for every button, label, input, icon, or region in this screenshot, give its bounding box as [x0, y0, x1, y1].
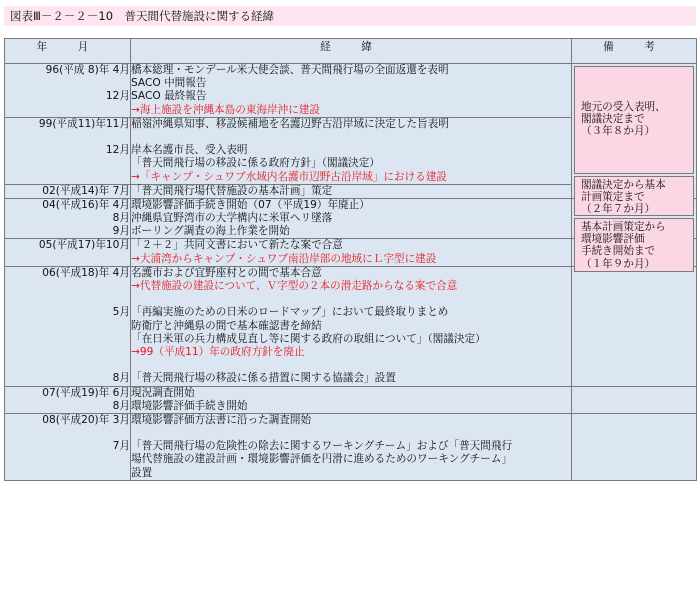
event-text: 稲嶺沖縄県知事、移設候補地を名護辺野古沿岸域に決定した旨表明 [131, 117, 449, 130]
remark-text: 閣議決定から基本 [581, 179, 666, 191]
date-text: 8月 [112, 212, 130, 225]
remark-box [574, 218, 694, 272]
remark-text: 閣議決定まで [581, 113, 645, 126]
event-text: 「普天間飛行場の移設に係る措置に関する協議会」設置 [131, 372, 396, 385]
event-text: 「普天間飛行場の危険性の除去に関するワーキングチーム」および「普天間飛行 [131, 440, 513, 453]
event-result-text: →海上施設を沖縄本島の東海岸沖に建設 [131, 103, 320, 116]
event-text: 環境影響評価手続き開始（07（平成19）年廃止） [131, 198, 370, 211]
date-text: 8月 [112, 372, 130, 385]
event-text: 岸本名護市長、受入表明 [131, 144, 248, 157]
event-text [131, 427, 571, 440]
remark-text: 計画策定まで [581, 191, 645, 204]
date-text: 5月 [112, 306, 130, 319]
event-cell [131, 266, 572, 386]
event-text: 名護市および宜野座村との間で基本合意 [131, 266, 322, 279]
date-text: 07(平成19)年 6月 [42, 386, 130, 399]
date-text: 9月 [112, 225, 130, 238]
event-cell [131, 239, 572, 266]
date-cell [5, 413, 131, 480]
event-text: SACO 最終報告 [131, 90, 207, 103]
event-text: 環境影響評価方法書に沿った調査開始 [131, 413, 312, 426]
event-text: 「普天間飛行場代替施設の基本計画」策定 [131, 184, 333, 197]
event-text: ボーリング調査の海上作業を開始 [131, 225, 290, 238]
date-text: 06(平成18)年 4月 [42, 266, 130, 279]
event-text: 環境影響評価手続き開始 [131, 399, 248, 412]
event-text: 設置 [131, 466, 153, 479]
event-result-text: →大浦湾からキャンプ・シュワブ南沿岸部の地域にＬ字型に建設 [131, 252, 437, 265]
remark-cell [572, 413, 697, 480]
remark-text: （１年９か月） [581, 257, 656, 270]
remark-text: 基本計画策定から [581, 221, 666, 233]
event-cell [131, 413, 572, 480]
table-row [5, 413, 697, 480]
date-text [5, 427, 130, 440]
event-text: 「普天間飛行場の移設に係る政府方針」（閣議決定） [131, 157, 380, 170]
date-text: 96(平成 8)年 4月 [45, 64, 130, 76]
remark-box [574, 66, 694, 174]
remark-text: （２年７か月） [581, 203, 656, 216]
date-text [5, 280, 130, 293]
event-cell [131, 386, 572, 413]
date-cell [5, 117, 131, 184]
date-text: 8月 [112, 399, 130, 412]
date-cell [5, 386, 131, 413]
remark-text: （３年８か月） [581, 125, 656, 138]
event-text [131, 293, 571, 306]
remark-cell [572, 266, 697, 386]
remark-cell [572, 64, 697, 270]
date-cell [5, 184, 131, 198]
date-text [5, 157, 130, 170]
remark-cell [572, 386, 697, 413]
event-text: 現況調査開始 [131, 386, 195, 399]
event-text: 橋本総理・モンデール米大使会談、普天間飛行場の全面返還を表明 [131, 64, 449, 76]
date-text [5, 346, 130, 359]
date-cell [5, 64, 131, 118]
date-text [5, 131, 130, 144]
event-cell [131, 198, 572, 239]
remark-text: 地元の受入表明、 [581, 101, 666, 113]
date-text [5, 104, 130, 117]
date-text: 02(平成14)年 7月 [42, 184, 130, 197]
table-row [5, 266, 697, 386]
remark-box [574, 176, 694, 216]
remark-text: 環境影響評価 [581, 233, 645, 246]
date-text: 99(平成11)年11月 [38, 117, 130, 130]
event-result-text: →「キャンプ・シュワブ水域内名護市辺野古沿岸域」における建設 [131, 170, 447, 183]
table-row [5, 386, 697, 413]
date-text [5, 293, 130, 306]
date-cell [5, 239, 131, 266]
event-text: 「再編実施のための日米のロードマップ」において最終取りまとめ [131, 306, 449, 319]
date-text: 08(平成20)年 3月 [42, 413, 130, 426]
header-date: 年 月 [5, 39, 131, 64]
event-text: 「２＋２」共同文書において新たな案で合意 [131, 239, 343, 252]
event-text: SACO 中間報告 [131, 77, 207, 90]
date-text [5, 77, 130, 90]
event-text: 防衛庁と沖縄県の間で基本確認書を締結 [131, 319, 322, 332]
figure-title: 図表Ⅲ－２－２－10 普天間代替施設に関する経緯 [4, 6, 696, 26]
date-text: 7月 [112, 440, 130, 453]
header-event: 経 緯 [131, 39, 572, 64]
date-text: 12月 [105, 144, 130, 157]
date-text: 12月 [105, 90, 130, 103]
table-row [5, 64, 697, 118]
event-cell [131, 184, 572, 198]
date-text [5, 253, 130, 266]
date-text: 04(平成16)年 4月 [42, 198, 130, 211]
date-cell [5, 198, 131, 239]
table-header-row [5, 39, 697, 64]
date-text [5, 320, 130, 333]
date-text [5, 171, 130, 184]
event-text [131, 359, 571, 372]
date-text: 05(平成17)年10月 [38, 239, 130, 252]
event-text: 「在日米軍の兵力構成見直し等に関する政府の取組について」（閣議決定） [131, 332, 486, 345]
event-text [131, 131, 571, 144]
date-text [5, 453, 130, 466]
event-cell [131, 117, 572, 184]
date-cell [5, 266, 131, 386]
date-text [5, 467, 130, 480]
remark-text: 手続き開始まで [581, 245, 656, 258]
date-text [5, 333, 130, 346]
event-result-text: →代替施設の建設について、Ｖ字型の２本の滑走路からなる案で合意 [131, 280, 458, 292]
event-cell [131, 64, 572, 118]
date-text [5, 359, 130, 372]
history-table [4, 38, 697, 481]
event-result-text: →99（平成11）年の政府方針を廃止 [131, 345, 305, 358]
event-text: 沖縄県宜野湾市の大学構内に米軍ヘリ墜落 [131, 212, 333, 225]
header-remark: 備 考 [572, 39, 697, 64]
event-text: 場代替施設の建設計画・環境影響評価を円滑に進めるためのワーキングチーム」 [131, 453, 513, 466]
